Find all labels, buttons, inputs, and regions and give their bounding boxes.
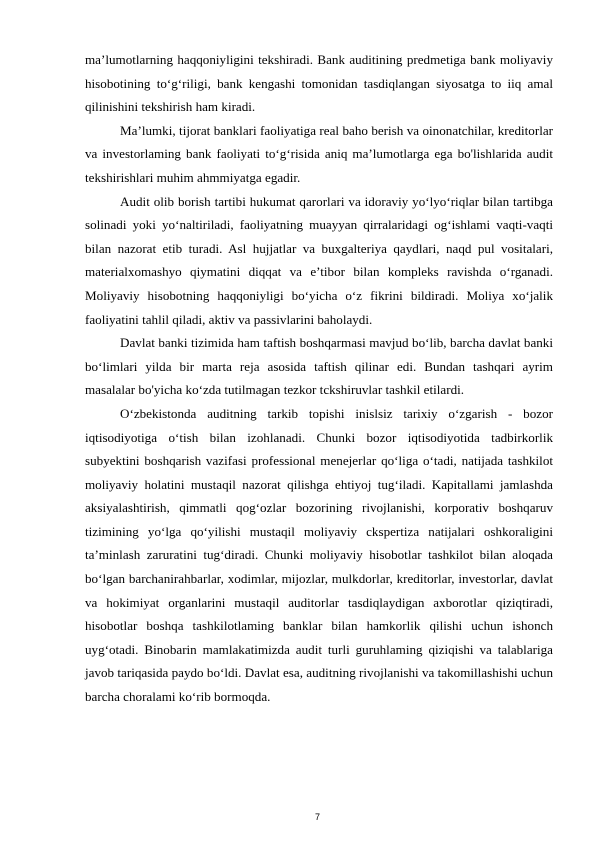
document-body [85, 48, 553, 709]
paragraph-5: O‘zbekistonda auditning tarkib topishi inislsiz tarixiy o‘zgarish - bozor iqtisodiyotiga o‘tish bilan izohlanadi. Chunki bozor iqtisodiyotida tadbirkorlik subyektini boshqarish vazifasi professional menejerlar qo‘liga o‘tadi, natijada tashkilot moliyaviy holatini mustaqil nazorat qilishga ehtiyoj tug‘iladi. Kapitallami jamlashda aksiyalashtirish, qimmatli qog‘ozlar bozorining rivojlanishi, korporativ boshqaruv tizimining yo‘lga qo‘yilishi mustaqil moliyaviy ckspertiza natijalari oshkoraligini ta’minlash zaruratini tug‘diradi. Chunki moliyaviy hisobotlar tashkilot bilan aloqada bo‘lgan barchanirahbarlar, xodimlar, mijozlar, mulkdorlar, kreditorlar, investorlar, davlat va hokimiyat organlarini mustaqil auditorlar tasdiqlaydigan axborotlar qiziqtiradi, hisobotlar boshqa tashkilotlaming banklar bilan hamkorlik qilishi uchun ishonch uyg‘otadi. Binobarin mamlakatimizda audit turli guruhlaming qiziqishi va talablariga javob tariqasida paydo bo‘ldi. Davlat esa, auditning rivojlanishi va takomillashishi uchun barcha choralami ko‘rib bormoqda. [85, 405, 553, 705]
paragraph-3: Audit olib borish tartibi hukumat qarorlari va idoraviy yo‘lyo‘riqlar bilan tartibga solinadi yoki yo‘naltiriladi, faoliyatning muayyan qirralaridagi og‘ishlami vaqti-vaqti bilan nazorat etib turadi. Asl hujjatlar va buxgalteriya qaydlari, naqd pul vositalari, materialxomashyo qiymatini diqqat va e’tibor bilan kompleks ravishda o‘rganadi. Moliyaviy hisobotning haqqoniyligi bo‘yicha o‘z fikrini bildiradi. Moliya xo‘jalik faoliyatini tahlil qiladi, aktiv va passivlarini baholaydi. [85, 193, 553, 327]
page-number: 7 [314, 812, 320, 822]
paragraph-2: Ma’lumki, tijorat banklari faoliyatiga real baho berish va oinonatchilar, kreditorlar va investorlaming bank faoliyati to‘g‘risida aniq ma’lumotlarga ega bo'lishlarida audit tekshirishlari muhim ahmmiyatga egadir. [85, 122, 553, 185]
paragraph-1: ma’lumotlarning haqqoniyligini tekshiradi. Bank auditining predmetiga bank moliyaviy hisobotining to‘g‘riligi, bank kengashi tomonidan tasdiqlangan siyosatga to iiq amal qilinishini tekshirish ham kiradi. [85, 52, 553, 115]
paragraph-4: Davlat banki tizimida ham taftish boshqarmasi mavjud bo‘lib, barcha davlat banki bo‘limlari yilda bir marta reja asosida taftish qilinar edi. Bundan tashqari ayrim masalalar bo'yicha ko‘zda tutilmagan tezkor tckshiruvlar tashkil etilardi. [85, 335, 553, 398]
